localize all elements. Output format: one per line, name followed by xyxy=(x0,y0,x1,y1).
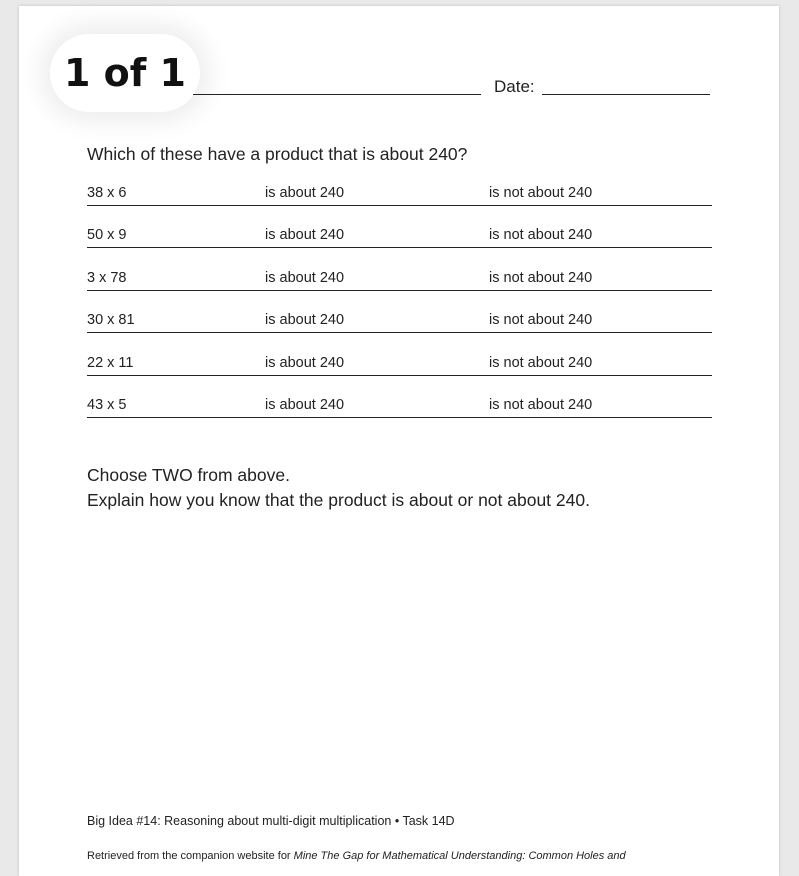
task-row xyxy=(87,225,712,248)
option-is-not-about[interactable]: is not about 240 xyxy=(489,185,593,201)
option-is-about[interactable]: is about 240 xyxy=(265,185,345,201)
worksheet-page xyxy=(19,6,779,876)
option-is-not-about[interactable]: is not about 240 xyxy=(489,270,593,286)
task-row xyxy=(87,395,712,418)
name-field-line[interactable] xyxy=(193,94,481,95)
option-is-about[interactable]: is about 240 xyxy=(265,355,345,371)
row-expression: 30 x 81 xyxy=(87,312,135,328)
instruction-line: Choose TWO from above. xyxy=(87,465,290,485)
big-idea-footer: Big Idea #14: Reasoning about multi-digit multiplication • Task 14D xyxy=(87,814,455,828)
task-row xyxy=(87,183,712,206)
page-indicator: 1 of 1 xyxy=(50,34,200,112)
task-row xyxy=(87,310,712,333)
instruction-line: Explain how you know that the product is about or not about 240. xyxy=(87,490,590,510)
source-prefix: Retrieved from the companion website for xyxy=(87,850,294,862)
row-expression: 38 x 6 xyxy=(87,185,127,201)
question-prompt: Which of these have a product that is about 240? xyxy=(87,144,468,164)
option-is-not-about[interactable]: is not about 240 xyxy=(489,355,593,371)
option-is-not-about[interactable]: is not about 240 xyxy=(489,227,593,243)
task-row xyxy=(87,353,712,376)
option-is-about[interactable]: is about 240 xyxy=(265,270,345,286)
row-expression: 3 x 78 xyxy=(87,270,127,286)
option-is-about[interactable]: is about 240 xyxy=(265,397,345,413)
task-row xyxy=(87,268,712,291)
explain-instructions xyxy=(87,463,590,513)
date-label: Date: xyxy=(494,77,535,96)
date-field-line[interactable] xyxy=(542,94,710,95)
row-expression: 50 x 9 xyxy=(87,227,127,243)
option-is-about[interactable]: is about 240 xyxy=(265,312,345,328)
row-expression: 43 x 5 xyxy=(87,397,127,413)
option-is-not-about[interactable]: is not about 240 xyxy=(489,312,593,328)
option-is-not-about[interactable]: is not about 240 xyxy=(489,397,593,413)
source-title: Mine The Gap for Mathematical Understanding: Common Holes and xyxy=(293,850,626,862)
row-expression: 22 x 11 xyxy=(87,355,134,371)
source-footer xyxy=(87,850,626,862)
option-is-about[interactable]: is about 240 xyxy=(265,227,345,243)
